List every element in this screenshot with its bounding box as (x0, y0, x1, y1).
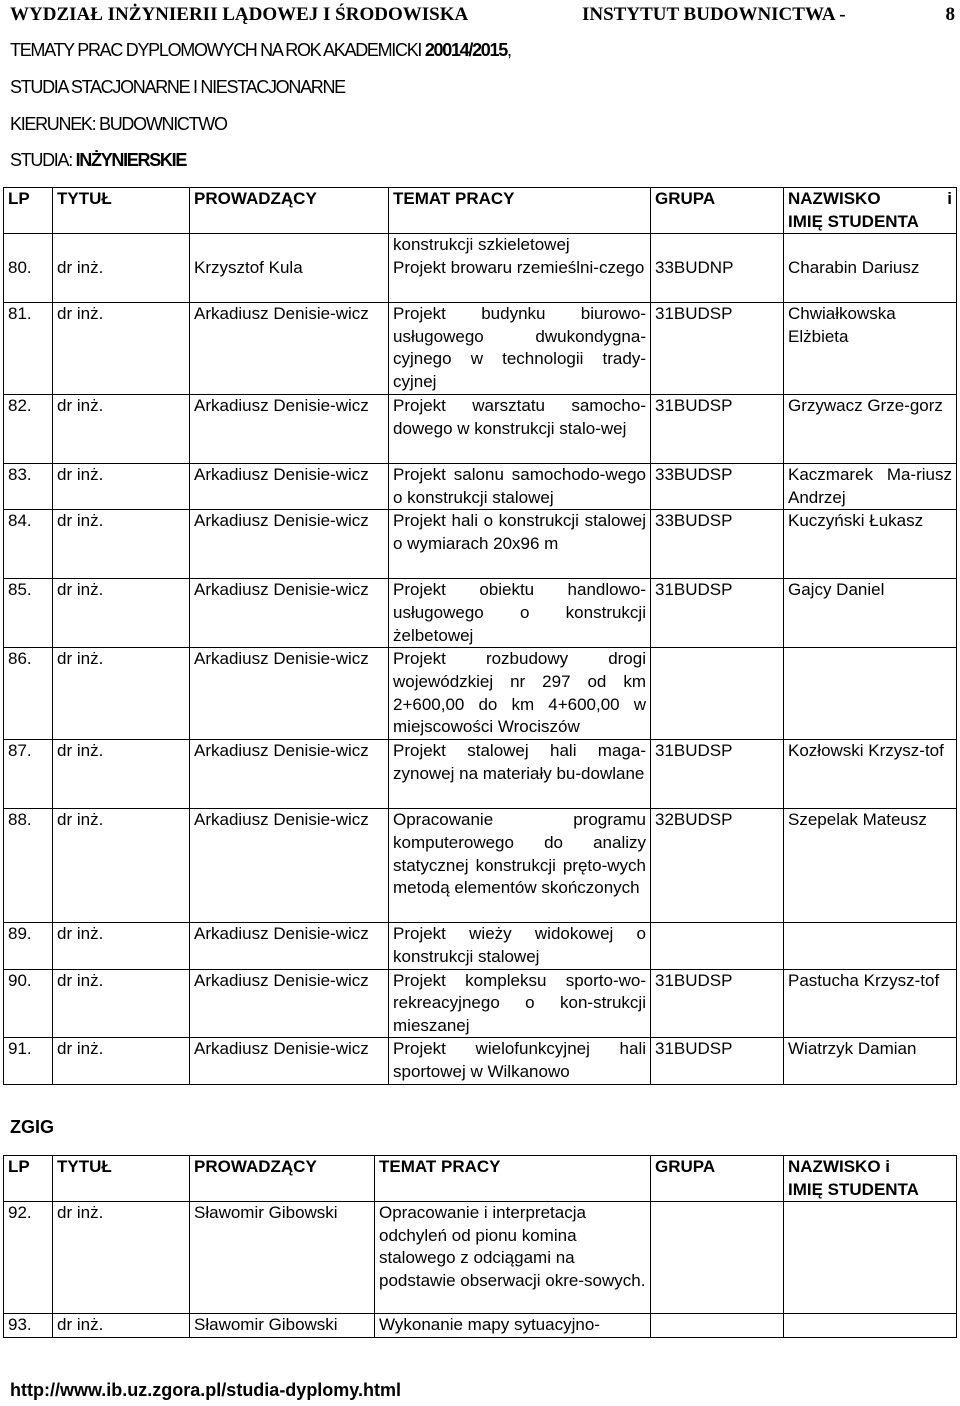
table-row (4, 923, 957, 969)
row-topic: Projekt budynku biurowo-usługowego dwukondygna-cyjnego w technologii trady-cyjnej (389, 303, 651, 395)
row-topic: Opracowanie i interpretacja odchyleń od pionu komina stalowego z odciągami na podstawie obserwacji okre-sowych. (375, 1202, 651, 1314)
row-group: 31BUDSP (651, 1038, 784, 1084)
row-supervisor: Arkadiusz Denisie-wicz (190, 923, 389, 969)
row-student (784, 1202, 957, 1314)
row-supervisor: Arkadiusz Denisie-wicz (190, 303, 389, 395)
table-row (4, 740, 957, 809)
row-student: Kuczyński Łukasz (784, 510, 957, 579)
table-row (4, 1202, 957, 1314)
carryover-topic: konstrukcji szkieletowej (389, 234, 651, 258)
row-title: dr inż. (53, 648, 190, 740)
row-supervisor: Krzysztof Kula (190, 257, 389, 303)
row-title: dr inż. (53, 969, 190, 1038)
row-title: dr inż. (53, 579, 190, 648)
row-group: 31BUDSP (651, 740, 784, 809)
row-student: Pastucha Krzysz-tof (784, 969, 957, 1038)
row-topic: Projekt salonu samochodo-wego o konstrukcji stalowej (389, 464, 651, 510)
col-topic: TEMAT PRACY (375, 1156, 651, 1202)
row-supervisor: Arkadiusz Denisie-wicz (190, 740, 389, 809)
institute-name: INSTYTUT BUDOWNICTWA - (582, 4, 846, 25)
row-topic: Opracowanie programu komputerowego do analizy statycznej konstrukcji pręto-wych metodą elementów skończonych (389, 809, 651, 923)
row-student: Wiatrzyk Damian (784, 1038, 957, 1084)
row-student: Kozłowski Krzysz-tof (784, 740, 957, 809)
row-group: 33BUDNP (651, 257, 784, 303)
row-lp: 91. (4, 1038, 53, 1084)
row-title: dr inż. (53, 1314, 190, 1338)
row-topic: Projekt stalowej hali maga-zynowej na materiały bu-dowlane (389, 740, 651, 809)
row-title: dr inż. (53, 395, 190, 464)
row-lp: 82. (4, 395, 53, 464)
row-lp: 93. (4, 1314, 53, 1338)
row-student (784, 923, 957, 969)
theses-table-zgig (3, 1155, 957, 1338)
row-supervisor: Sławomir Gibowski (190, 1314, 375, 1338)
table-row (4, 395, 957, 464)
row-topic: Projekt kompleksu sporto-wo-rekreacyjnego o kon-strukcji mieszanej (389, 969, 651, 1038)
col-student: NAZWISKO i IMIĘ STUDENTA (784, 188, 957, 234)
row-supervisor: Arkadiusz Denisie-wicz (190, 510, 389, 579)
row-group (651, 1314, 784, 1338)
table-header-row (4, 1156, 957, 1202)
row-group: 31BUDSP (651, 969, 784, 1038)
row-lp: 83. (4, 464, 53, 510)
table-row (4, 969, 957, 1038)
row-title: dr inż. (53, 303, 190, 395)
col-supervisor: PROWADZĄCY (190, 1156, 375, 1202)
row-group: 31BUDSP (651, 303, 784, 395)
study-mode: STUDIA STACJONARNE I NIESTACJONARNE (10, 77, 345, 97)
col-lp: LP (4, 1156, 53, 1202)
row-topic: Projekt warsztatu samocho-dowego w konstrukcji stalo-wej (389, 395, 651, 464)
page-number: 8 (945, 4, 955, 25)
row-title: dr inż. (53, 510, 190, 579)
row-supervisor: Arkadiusz Denisie-wicz (190, 395, 389, 464)
row-title: dr inż. (53, 923, 190, 969)
row-group (651, 648, 784, 740)
table-row (4, 1314, 957, 1338)
row-title: dr inż. (53, 809, 190, 923)
row-topic: Projekt obiektu handlowo-usługowego o konstrukcji żelbetowej (389, 579, 651, 648)
row-student: Gajcy Daniel (784, 579, 957, 648)
row-group: 31BUDSP (651, 579, 784, 648)
row-supervisor: Arkadiusz Denisie-wicz (190, 464, 389, 510)
row-supervisor: Arkadiusz Denisie-wicz (190, 1038, 389, 1084)
row-topic: Projekt rozbudowy drogi wojewódzkiej nr 297 od km 2+600,00 do km 4+600,00 w miejscowości Wrociszów (389, 648, 651, 740)
document-title: TEMATY PRAC DYPLOMOWYCH NA ROK AKADEMICKI 20014/2015, (10, 40, 511, 60)
row-topic: Projekt hali o konstrukcji stalowej o wymiarach 20x96 m (389, 510, 651, 579)
row-group: 33BUDSP (651, 464, 784, 510)
row-lp: 86. (4, 648, 53, 740)
row-group (651, 1202, 784, 1314)
col-title: TYTUŁ (53, 188, 190, 234)
table-row (4, 464, 957, 510)
table-row (4, 303, 957, 395)
col-student: NAZWISKO i IMIĘ STUDENTA (784, 1156, 957, 1202)
study-level: STUDIA: INŻYNIERSKIE (10, 150, 187, 170)
row-group: 33BUDSP (651, 510, 784, 579)
row-student (784, 1314, 957, 1338)
section-title: ZGIG (10, 1117, 54, 1137)
col-topic: TEMAT PRACY (389, 188, 651, 234)
table-header-row (4, 188, 957, 234)
row-lp: 80. (4, 257, 53, 303)
row-supervisor: Sławomir Gibowski (190, 1202, 375, 1314)
row-student (784, 648, 957, 740)
row-title: dr inż. (53, 464, 190, 510)
field-of-study: KIERUNEK: BUDOWNICTWO (10, 114, 227, 134)
row-lp: 92. (4, 1202, 53, 1314)
table-row (4, 1038, 957, 1084)
table-row (4, 579, 957, 648)
col-group: GRUPA (651, 188, 784, 234)
footer-url: http://www.ib.uz.zgora.pl/studia-dyplomy.html (10, 1380, 401, 1400)
row-title: dr inż. (53, 740, 190, 809)
row-student: Grzywacz Grze-gorz (784, 395, 957, 464)
row-lp: 89. (4, 923, 53, 969)
row-group (651, 923, 784, 969)
row-lp: 87. (4, 740, 53, 809)
row-supervisor: Arkadiusz Denisie-wicz (190, 648, 389, 740)
row-lp: 85. (4, 579, 53, 648)
carryover-row (4, 234, 957, 258)
row-title: dr inż. (53, 1202, 190, 1314)
col-title: TYTUŁ (53, 1156, 190, 1202)
table-row (4, 809, 957, 923)
row-topic: Projekt wieży widokowej o konstrukcji stalowej (389, 923, 651, 969)
row-title: dr inż. (53, 1038, 190, 1084)
row-group: 31BUDSP (651, 395, 784, 464)
row-topic: Wykonanie mapy sytuacyjno- (375, 1314, 651, 1338)
theses-table (3, 187, 957, 1085)
row-student: Chwiałkowska Elżbieta (784, 303, 957, 395)
row-lp: 90. (4, 969, 53, 1038)
table-row (4, 510, 957, 579)
row-student: Charabin Dariusz (784, 257, 957, 303)
col-supervisor: PROWADZĄCY (190, 188, 389, 234)
page-header (10, 4, 955, 30)
col-group: GRUPA (651, 1156, 784, 1202)
row-title: dr inż. (53, 257, 190, 303)
row-lp: 84. (4, 510, 53, 579)
row-supervisor: Arkadiusz Denisie-wicz (190, 579, 389, 648)
faculty-name: WYDZIAŁ INŻYNIERII LĄDOWEJ I ŚRODOWISKA (10, 4, 469, 25)
row-topic: Projekt browaru rzemieślni-czego (389, 257, 651, 303)
table-row (4, 648, 957, 740)
row-topic: Projekt wielofunkcyjnej hali sportowej w Wilkanowo (389, 1038, 651, 1084)
row-student: Szepelak Mateusz (784, 809, 957, 923)
row-supervisor: Arkadiusz Denisie-wicz (190, 969, 389, 1038)
row-lp: 81. (4, 303, 53, 395)
row-supervisor: Arkadiusz Denisie-wicz (190, 809, 389, 923)
table-row (4, 257, 957, 303)
row-lp: 88. (4, 809, 53, 923)
row-student: Kaczmarek Ma-riusz Andrzej (784, 464, 957, 510)
col-lp: LP (4, 188, 53, 234)
row-group: 32BUDSP (651, 809, 784, 923)
